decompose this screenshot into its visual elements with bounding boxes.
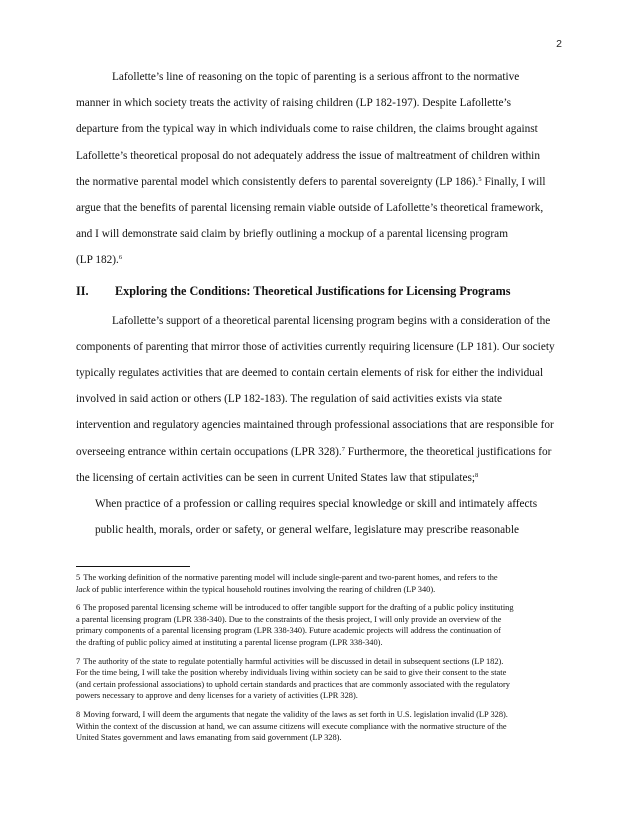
block-quote xyxy=(76,491,562,543)
footnote-line xyxy=(76,572,562,584)
text-line: components of parenting that mirror those of activities currently requiring licensure (LP 181). Our society xyxy=(76,340,555,353)
footnote-6 xyxy=(76,602,562,648)
text-line xyxy=(76,465,562,491)
text-segment: Finally, I will xyxy=(484,175,546,188)
text-line: involved in said action or others (LP 182-183). The regulation of said activities exists via state xyxy=(76,393,503,406)
footnote-ref-5[interactable]: 5 xyxy=(478,175,482,183)
text-line: Lafollette’s theoretical proposal do not adequately address the issue of maltreatment of children within xyxy=(76,149,540,162)
text-line xyxy=(76,247,562,273)
footnote-text: The working definition of the normative parenting model will include single-parent and two-parent homes, and refers to the xyxy=(83,573,498,582)
footnote-line: For the time being, I will take the position whereby individuals living within society can be said to give their consent to the state xyxy=(76,668,507,678)
section-number: II. xyxy=(76,283,89,298)
text-segment: the normative parental model which consistently defers to parental sovereignty (LP 186). xyxy=(76,175,479,188)
footnote-number: 7 xyxy=(76,656,81,666)
footnote-line xyxy=(76,656,562,668)
text-line: Lafollette’s support of a theoretical parental licensing program begins with a consideration of the xyxy=(112,314,551,327)
footnote-ref-6[interactable]: 6 xyxy=(118,254,123,262)
footnote-emphasis: lack xyxy=(76,584,90,594)
footnote-8 xyxy=(76,709,562,744)
footnotes xyxy=(76,572,562,751)
text-line: argue that the benefits of parental licensing remain viable outside of Lafollette’s theoretical framework, xyxy=(76,202,544,215)
footnote-line xyxy=(76,709,562,721)
footnote-7 xyxy=(76,656,562,702)
text-line xyxy=(76,169,562,195)
footnote-ref-8[interactable]: 8 xyxy=(475,471,479,479)
footnote-divider xyxy=(76,566,190,567)
footnote-line xyxy=(76,602,562,614)
page-number: 2 xyxy=(556,38,562,50)
footnote-number: 5 xyxy=(76,573,81,582)
text-line: Lafollette’s line of reasoning on the topic of parenting is a serious affront to the normative xyxy=(112,71,520,83)
text-line: manner in which society treats the activity of raising children (LP 182-197). Despite Lafollette’s xyxy=(76,97,512,110)
footnote-line: primary components of a parental licensing program (LPR 338-340). Future academic projects will address the continuation of xyxy=(76,626,501,636)
text-line: typically regulates activities that are deemed to contain certain elements of risk for either the individual xyxy=(76,367,544,380)
footnote-line: a parental licensing program (LPR 338-340). Due to the constraints of the thesis project, I will only provide an overview of the xyxy=(76,614,502,624)
footnote-text: The proposed parental licensing scheme will be introduced to offer tangible support for the drafting of a public policy instituting xyxy=(83,603,514,613)
paragraph-intro xyxy=(76,64,562,274)
text-segment: overseeing entrance within certain occupations (LPR 328). xyxy=(76,445,342,458)
footnote-line: powers necessary to approve and deny licenses for a variety of activities (LPR 328). xyxy=(76,691,358,701)
text-segment: Furthermore, the theoretical justifications for xyxy=(347,445,552,458)
text-line: intervention and regulatory agencies maintained through professional associations that are responsible for xyxy=(76,419,554,432)
footnote-text: Moving forward, I will deem the arguments that negate the validity of the laws as set forth in U.S. legislation invalid (LP 328). xyxy=(83,709,508,719)
footnote-number: 6 xyxy=(76,603,81,613)
footnote-line xyxy=(76,584,562,596)
text-line: and I will demonstrate said claim by briefly outlining a mockup of a parental licensing program xyxy=(76,228,508,241)
footnote-text: of public interference within the typical household routines involving the rearing of children (LP 340). xyxy=(89,584,436,594)
text-segment: the licensing of certain activities can be seen in current United States law that stipulates; xyxy=(76,471,476,484)
paragraph-conditions xyxy=(76,308,562,491)
footnote-text: The authority of the state to regulate potentially harmful activities will be discussed in detail in subsequent sections (LP 182). xyxy=(83,656,504,666)
quote-line: public health, morals, order or safety, or general welfare, legislature may prescribe reasonable xyxy=(95,524,519,537)
footnote-5 xyxy=(76,572,562,595)
footnote-number: 8 xyxy=(76,709,81,719)
section-title: Exploring the Conditions: Theoretical Justifications for Licensing Programs xyxy=(115,283,511,298)
text-segment: (LP 182). xyxy=(76,254,119,267)
footnote-ref-7[interactable]: 7 xyxy=(341,445,345,453)
text-line xyxy=(76,439,562,465)
text-line: departure from the typical way in which individuals come to raise children, the claims brought against xyxy=(76,123,538,136)
footnote-line: United States government and laws emanating from said government (LP 328). xyxy=(76,733,342,743)
footnote-line: Within the context of the discussion at hand, we can assume citizens will execute compliance with the normative structure of the xyxy=(76,721,507,731)
footnote-line: (and certain professional associations) to uphold certain standards and practices that are commonly associated with the regulatory xyxy=(76,679,510,689)
quote-line: When practice of a profession or calling requires special knowledge or skill and intimately affects xyxy=(95,498,538,511)
footnote-line: the drafting of public policy aimed at instituting a parental license program (LPR 338-340). xyxy=(76,637,383,647)
body-text xyxy=(76,64,562,543)
section-heading xyxy=(76,278,562,304)
